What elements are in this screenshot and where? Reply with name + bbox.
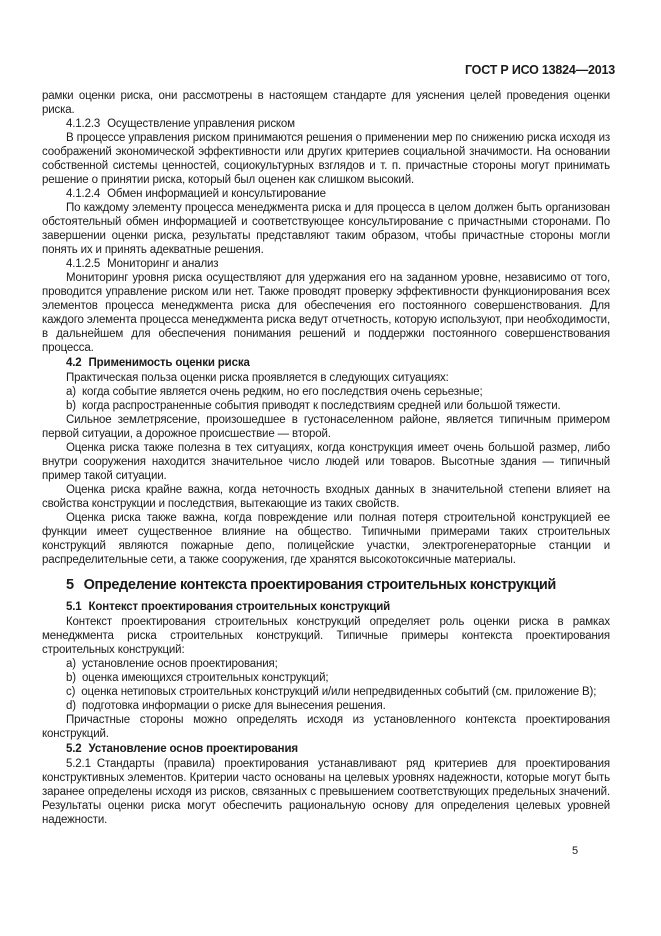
paragraph: Оценка риска крайне важна, когда неточность входных данных в значительной степени влияет на свойства конструкции и последствия, вытекающие из таких свойств. bbox=[42, 484, 610, 510]
paragraph: Причастные стороны можно определять исходя из установленного контекста проектирования конструкций. bbox=[42, 714, 610, 740]
list-item bbox=[42, 757, 610, 827]
list-item bbox=[42, 699, 610, 713]
heading-number: 4.2 bbox=[66, 357, 82, 369]
heading-text: Осуществление управления риском bbox=[107, 118, 295, 130]
clause-heading bbox=[42, 187, 610, 201]
heading-number: 5.1 bbox=[66, 601, 82, 613]
list-item-text: подготовка информации о риске для вынесения решения. bbox=[81, 700, 386, 712]
list-marker: a) bbox=[66, 658, 76, 670]
paragraph: Мониторинг уровня риска осуществляют для удержания его на заданном уровне, независимо от того, проводится управление риском или нет. Также проводят проверку эффективности функционирования всех элементов процесса менеджмента риска для обеспечения его постоянного совершенствования. Для каждого элемента процесса менеджмента риска ведут отчетность, которую используют, при необходимости, в дальнейшем для обеспечения понимания решений и поддержки постоянного совершенствования процесса. bbox=[42, 272, 610, 354]
heading-text: Применимость оценки риска bbox=[88, 357, 250, 369]
list-marker: b) bbox=[66, 400, 76, 412]
list-marker: a) bbox=[66, 386, 76, 398]
heading-text: Мониторинг и анализ bbox=[107, 258, 219, 270]
list-item bbox=[42, 671, 610, 685]
heading-number: 5 bbox=[66, 577, 74, 593]
list-item bbox=[42, 657, 610, 671]
heading-text: Контекст проектирования строительных конструкций bbox=[88, 601, 391, 613]
paragraph: Контекст проектирования строительных конструкций определяет роль оценки риска в рамках менеджмента риска строительных конструкций. Типичные примеры контекста проектирования строительных конструкций: bbox=[42, 616, 610, 656]
list-item-text: оценка имеющихся строительных конструкций; bbox=[81, 672, 329, 684]
heading-text: Установление основ проектирования bbox=[88, 743, 298, 755]
list-marker: 5.2.1 bbox=[66, 758, 91, 770]
heading-number: 4.1.2.5 bbox=[66, 258, 101, 270]
subsection-heading bbox=[42, 356, 610, 370]
paragraph: Оценка риска также полезна в тех ситуациях, когда конструкция имеет очень большой размер, либо внутри сооружения находится значительное число людей или товаров. Высотные здания — типичный пример такой ситуации. bbox=[42, 442, 610, 482]
clause-heading bbox=[42, 117, 610, 131]
list-marker: d) bbox=[66, 700, 76, 712]
subsection-heading bbox=[42, 600, 610, 614]
list-marker: c) bbox=[66, 686, 76, 698]
list-item-text: когда распространенные события приводят к последствиям средней или большой тяжести. bbox=[81, 400, 561, 412]
section-heading bbox=[42, 576, 610, 595]
paragraph: Сильное землетрясение, произошедшее в густонаселенном районе, является типичным примером первой ситуации, а дорожное происшествие — второй. bbox=[42, 414, 610, 440]
running-header: ГОСТ Р ИСО 13824—2013 bbox=[464, 63, 615, 77]
paragraph: В процессе управления риском принимаются решения о применении мер по снижению риска исходя из соображений экономической эффективности или других критериев социальной значимости. На основании собственной системы ценностей, социокультурных взглядов и т. п. причастные стороны могут принимать решение о принятии риска, который был оценен как слишком высокий. bbox=[42, 132, 610, 186]
list-item-text: оценка нетиповых строительных конструкций и/или непредвиденных событий (см. приложение B); bbox=[81, 686, 597, 698]
list-item-text: установление основ проектирования; bbox=[81, 658, 278, 670]
document-body bbox=[42, 89, 610, 827]
paragraph: Практическая польза оценки риска проявляется в следующих ситуациях: bbox=[66, 372, 449, 384]
heading-text: Обмен информацией и консультирование bbox=[107, 188, 326, 200]
paragraph: Оценка риска также важна, когда повреждение или полная потеря строительной конструкцией ее функции имеет существенное влияние на общество. Типичными примерами таких строительных конструкций являются пожарные депо, полицейские участки, электрогенераторные станции и распределительные сети, а также сооружения, где хранятся высокотоксичные материалы. bbox=[42, 512, 610, 566]
heading-number: 4.1.2.4 bbox=[66, 188, 101, 200]
heading-number: 5.2 bbox=[66, 743, 82, 755]
list-item bbox=[42, 685, 610, 699]
subsection-heading bbox=[42, 742, 610, 756]
heading-text: Определение контекста проектирования строительных конструкций bbox=[83, 577, 556, 593]
list-item-text: Стандарты (правила) проектирования устанавливают ряд критериев для проектирования конструктивных элементов. Критерии часто основаны на целевых уровнях надежности, которые могут быть заранее определены исходя из рисков, связанных с превышением соответствующих предельных значений. Результаты оценки риска могут обеспечить рациональную основу для определения целевых уровней надежности. bbox=[42, 758, 610, 826]
list-marker: b) bbox=[66, 672, 76, 684]
list-item bbox=[42, 385, 610, 399]
list-item-text: когда событие является очень редким, но его последствия очень серьезные; bbox=[81, 386, 483, 398]
paragraph-continuation: рамки оценки риска, они рассмотрены в настоящем стандарте для уяснения целей проведения оценки риска. bbox=[42, 90, 610, 116]
heading-number: 4.1.2.3 bbox=[66, 118, 101, 130]
clause-heading bbox=[42, 257, 610, 271]
paragraph: По каждому элементу процесса менеджмента риска и для процесса в целом должен быть организован обстоятельный обмен информацией и соответствующее консультирование с причастными сторонами. По завершении оценки риска, результаты представляют таким образом, чтобы причастные стороны могли понять их и принять адекватные решения. bbox=[42, 202, 610, 256]
list-item bbox=[42, 399, 610, 413]
page-number: 5 bbox=[572, 845, 579, 857]
